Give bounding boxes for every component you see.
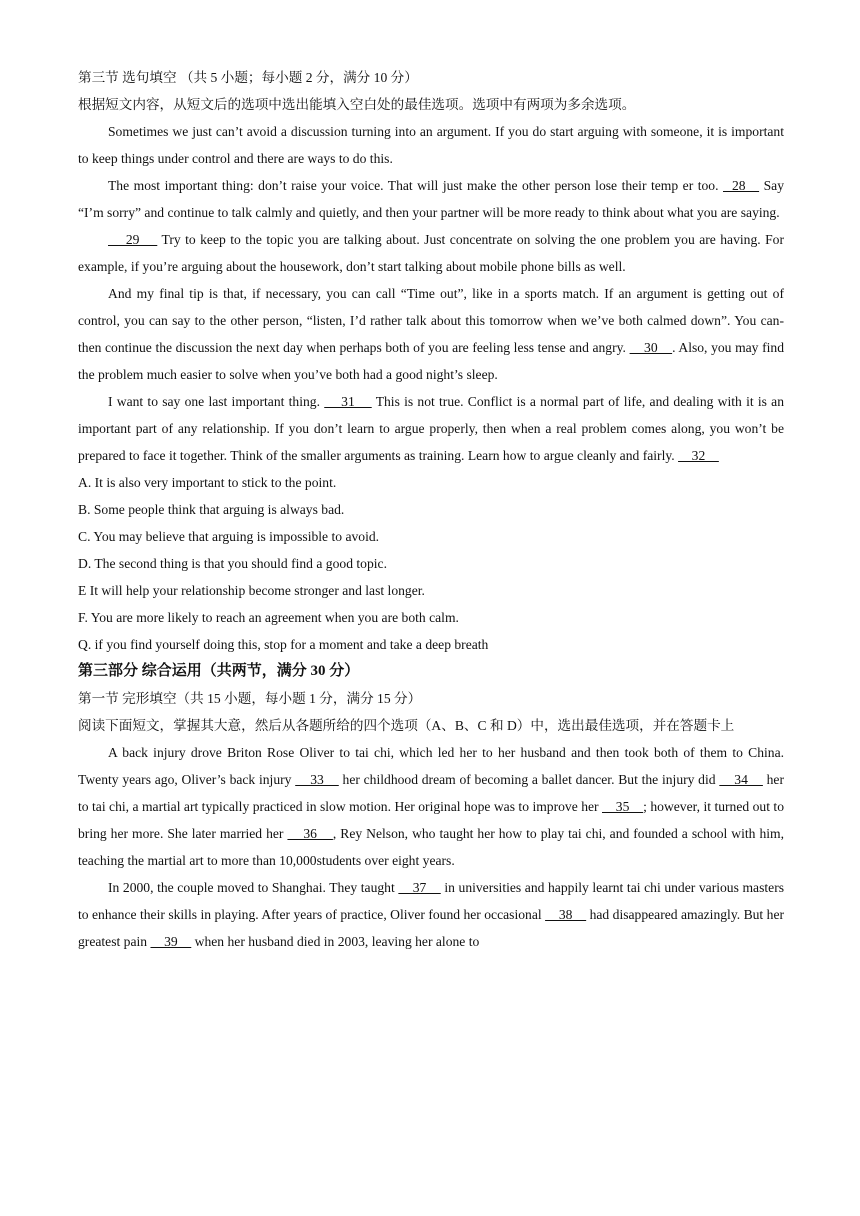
text-span: when her husband died in 2003, leaving her alone to [191, 934, 480, 949]
passage-paragraph-5 [78, 388, 784, 469]
option-c: C. You may believe that arguing is impossible to avoid. [78, 529, 380, 544]
text-span: her childhood dream of becoming a ballet dancer. But the injury did [338, 772, 720, 787]
document-page [78, 64, 784, 955]
text-span: , Rey Nelson, who taught her how to play tai chi, and founded a school with him, teaching the martial art to more than 10,000students over eight years. [78, 826, 784, 868]
blank-37: 37 [398, 880, 441, 895]
blank-30: 30 [629, 340, 673, 355]
section-title: 第三节 选句填空 （共 5 小题；每小题 2 分，满分 10 分） [78, 70, 418, 85]
text-span: This is not true. Conflict is a normal part of life, and dealing with it is an important part of any relationship. If you don’t learn to argue properly, then when a real problem comes along, you won’t be prepared to face it together. Think of the smaller arguments as training. Learn how to argue cleanly and fairly. [78, 394, 784, 463]
option-e: E It will help your relationship become stronger and last longer. [78, 583, 425, 598]
text-span: ; however, it turned out to bring her more. She later married her [78, 799, 785, 841]
passage-paragraph-1: Sometimes we just can’t avoid a discussion turning into an argument. If you do start arguing with someone, it is important to keep things under control and there are ways to do this. [78, 124, 784, 166]
blank-39: 39 [150, 934, 192, 949]
text-span: in universities and happily learnt tai chi under various masters to enhance their skills in playing. After years of practice, Oliver found her occasional [78, 880, 785, 922]
text-span: A back injury drove Briton Rose Oliver to tai chi, which led her to her husband and then took both of them to China. Twenty years ago, Oliver’s back injury [78, 745, 784, 787]
option-g: Q. if you find yourself doing this, stop for a moment and take a deep breath [78, 637, 489, 652]
text-span: Try to keep to the topic you are talking about. Just concentrate on solving the one problem you are having. For example, if you’re arguing about the housework, don’t start talking about mobile phone bills as well. [78, 232, 784, 274]
blank-29: 29 [108, 232, 158, 247]
blank-35: 35 [602, 799, 644, 814]
cloze-paragraph-2 [78, 874, 784, 955]
blank-28: 28 [723, 178, 760, 193]
blank-33: 33 [295, 772, 339, 787]
blank-36: 36 [287, 826, 333, 841]
text-span: had disappeared amazingly. But her greatest pain [78, 907, 785, 949]
part-title: 第三部分 综合运用（共两节，满分 30 分） [78, 663, 360, 679]
section-instruction: 根据短文内容，从短文后的选项中选出能填入空白处的最佳选项。选项中有两项为多余选项。 [78, 97, 636, 112]
passage-paragraph-2 [78, 172, 784, 226]
text-span: In 2000, the couple moved to Shanghai. They taught [108, 880, 399, 895]
blank-34: 34 [719, 772, 763, 787]
text-span: The most important thing: don’t raise your voice. That will just make the other person lose their temp er too. [108, 178, 723, 193]
text-span: Say “I’m sorry” and continue to talk calmly and quietly, and then your partner will be more ready to think about what you are saying. [78, 178, 784, 220]
blank-38: 38 [545, 907, 587, 922]
subsection-title: 第一节 完形填空（共 15 小题，每小题 1 分，满分 15 分） [78, 691, 422, 706]
blank-31: 31 [324, 394, 372, 409]
blank-32: 32 [678, 448, 719, 463]
subsection-instruction: 阅读下面短文，掌握其大意，然后从各题所给的四个选项（A、B、C 和 D）中，选出最佳选项，并在答题卡上 [78, 718, 735, 733]
option-b: B. Some people think that arguing is always bad. [78, 502, 345, 517]
text-span: I want to say one last important thing. [108, 394, 325, 409]
passage-paragraph-4 [78, 280, 784, 388]
passage-paragraph-3 [78, 226, 784, 280]
text-span: And my final tip is that, if necessary, you can call “Time out”, like in a sports match. If an argument is getting out of control, you can say to the other person, “listen, I’d rather talk about this tomorrow when we’ve both calmed down”. You can-then continue the discussion the next day when perhaps both of you are feeling less tense and angry. [78, 286, 784, 355]
option-a: A. It is also very important to stick to the point. [78, 475, 337, 490]
option-f: F. You are more likely to reach an agreement when you are both calm. [78, 610, 459, 625]
text-span: her to tai chi, a martial art typically practiced in slow motion. Her original hope was to improve her [78, 772, 784, 814]
text-span: . Also, you may find the problem much easier to solve when you’ve both had a good night’s sleep. [78, 340, 784, 382]
cloze-paragraph-1 [78, 739, 784, 874]
option-d: D. The second thing is that you should find a good topic. [78, 556, 387, 571]
